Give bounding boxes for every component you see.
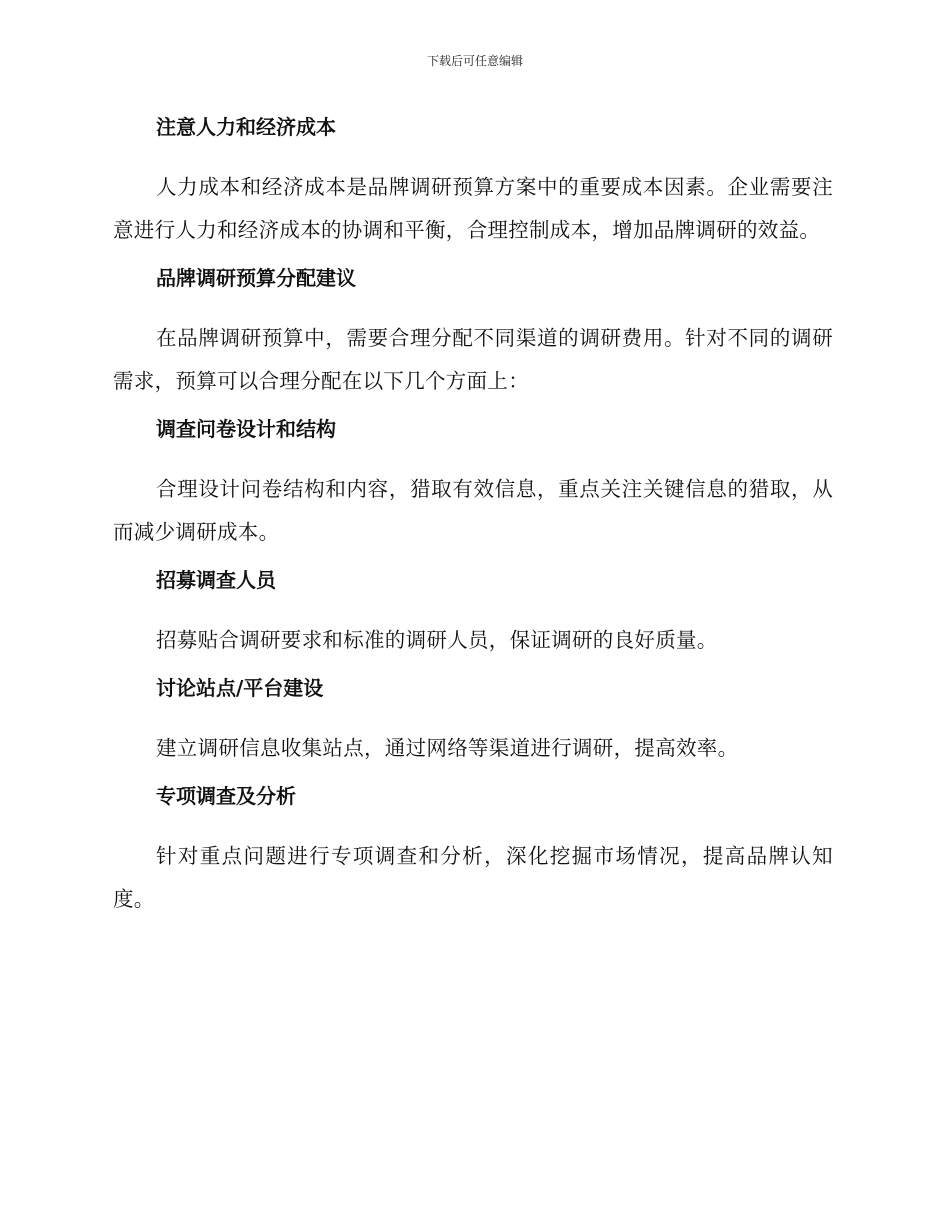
section-special-survey xyxy=(113,781,833,921)
section-heading: 专项调查及分析 xyxy=(156,784,296,808)
document-body xyxy=(113,112,833,932)
section-heading: 品牌调研预算分配建议 xyxy=(156,266,356,290)
section-heading: 调查问卷设计和结构 xyxy=(156,417,336,441)
section-questionnaire-design xyxy=(113,414,833,554)
section-paragraph: 建立调研信息收集站点，通过网络等渠道进行调研，提高效率。 xyxy=(156,736,739,760)
header-note: 下载后可任意编辑 xyxy=(426,54,523,68)
section-budget-allocation xyxy=(113,263,833,403)
section-paragraph: 合理设计问卷结构和内容，猎取有效信息，重点关注关键信息的猎取，从而减少调研成本。 xyxy=(113,477,833,544)
section-heading: 讨论站点/平台建设 xyxy=(156,676,324,700)
section-paragraph: 在品牌调研预算中，需要合理分配不同渠道的调研费用。针对不同的调研需求，预算可以合理分配在以下几个方面上： xyxy=(113,326,833,393)
section-paragraph: 招募贴合调研要求和标准的调研人员，保证调研的良好质量。 xyxy=(156,628,718,652)
section-heading: 注意人力和经济成本 xyxy=(156,115,336,139)
section-platform-building xyxy=(113,673,833,770)
section-paragraph: 针对重点问题进行专项调查和分析，深化挖掘市场情况，提高品牌认知度。 xyxy=(113,844,833,911)
section-recruit-researchers xyxy=(113,565,833,662)
section-labor-economic-cost xyxy=(113,112,833,252)
section-paragraph: 人力成本和经济成本是品牌调研预算方案中的重要成本因素。企业需要注意进行人力和经济成本的协调和平衡，合理控制成本，增加品牌调研的效益。 xyxy=(113,175,833,242)
section-heading: 招募调查人员 xyxy=(156,568,276,592)
